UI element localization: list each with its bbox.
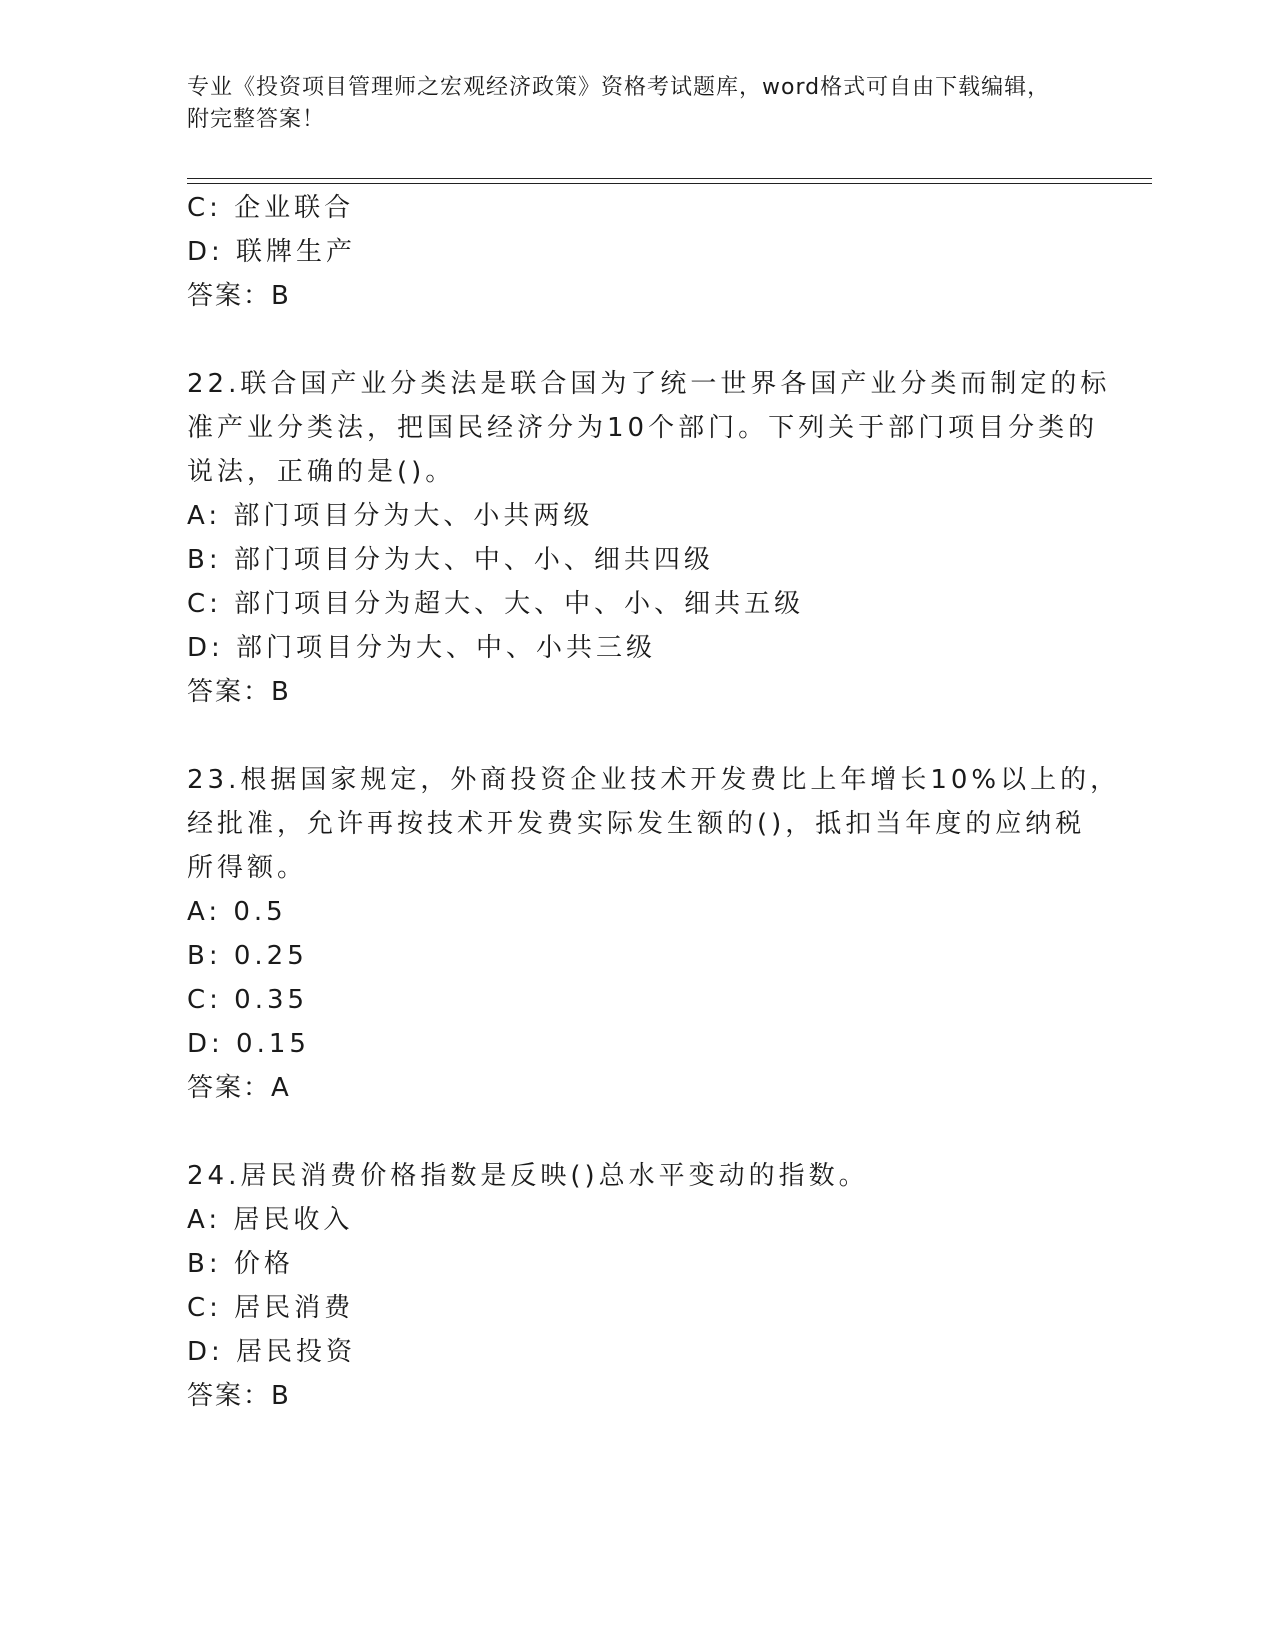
option-c: C: 居民消费	[187, 1293, 355, 1323]
option-d: D: 0.15	[187, 1029, 310, 1059]
question-22-text: 准产业分类法，把国民经济分为10个部门。下列关于部门项目分类的	[187, 413, 1099, 443]
answer-line: 答案：B	[187, 281, 291, 311]
question-23-text: 经批准，允许再按技术开发费实际发生额的()，抵扣当年度的应纳税	[187, 809, 1086, 839]
option-c: C: 部门项目分为超大、大、中、小、细共五级	[187, 589, 805, 619]
question-24-text: 24.居民消费价格指数是反映()总水平变动的指数。	[187, 1161, 869, 1191]
question-23-text: 所得额。	[187, 853, 308, 883]
option-b: B: 0.25	[187, 941, 308, 971]
option-a: A: 居民收入	[187, 1205, 354, 1235]
answer-line: 答案：B	[187, 677, 291, 707]
option-a: A: 0.5	[187, 897, 287, 927]
question-22-text: 说法，正确的是()。	[187, 457, 456, 487]
document-header: 专业《投资项目管理师之宏观经济政策》资格考试题库，word格式可自由下载编辑，附完整答案！	[187, 75, 1051, 132]
answer-line: 答案：A	[187, 1073, 291, 1103]
option-d: D: 联牌生产	[187, 237, 357, 267]
header-divider-bottom	[187, 183, 1152, 184]
answer-line: 答案：B	[187, 1381, 291, 1411]
option-b: B: 价格	[187, 1249, 294, 1279]
question-23-text: 23.根据国家规定，外商投资企业技术开发费比上年增长10%以上的，	[187, 765, 1121, 795]
option-a: A: 部门项目分为大、小共两级	[187, 501, 594, 531]
option-c: C: 企业联合	[187, 193, 355, 223]
option-d: D: 部门项目分为大、中、小共三级	[187, 633, 657, 663]
question-22-text: 22.联合国产业分类法是联合国为了统一世界各国产业分类而制定的标	[187, 369, 1111, 399]
option-b: B: 部门项目分为大、中、小、细共四级	[187, 545, 714, 575]
option-c: C: 0.35	[187, 985, 309, 1015]
header-divider-top	[187, 178, 1152, 179]
option-d: D: 居民投资	[187, 1337, 357, 1367]
